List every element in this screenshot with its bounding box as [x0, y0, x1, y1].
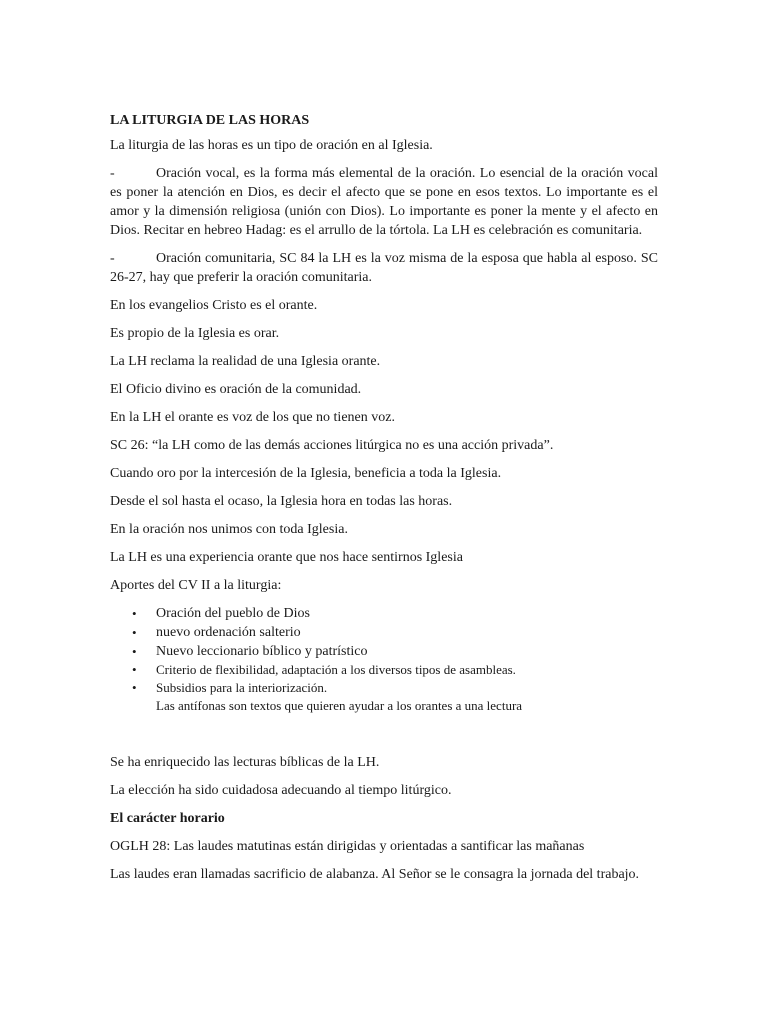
bullet-icon: • — [132, 680, 137, 695]
list-item — [110, 661, 658, 679]
list-item — [110, 623, 658, 642]
dash-marker: - — [110, 251, 115, 266]
list-item-label: Nuevo leccionario bíblico y patrístico — [156, 644, 368, 659]
paragraph-line: Se ha enriquecido las lecturas bíblicas de la LH. — [110, 755, 380, 770]
list-item-label: Criterio de flexibilidad, adaptación a los diversos tipos de asambleas. — [156, 662, 516, 677]
list-item-label: Subsidios para la interiorización. — [156, 680, 328, 695]
paragraph-line: El Oficio divino es oración de la comunidad. — [110, 382, 362, 397]
paragraph-line: En los evangelios Cristo es el orante. — [110, 298, 318, 313]
paragraph-line: La LH reclama la realidad de una Iglesia orante. — [110, 354, 381, 369]
list-intro-line: Aportes del CV II a la liturgia: — [110, 578, 282, 593]
paragraph-line: SC 26: “la LH como de las demás acciones litúrgica no es una acción privada”. — [110, 438, 554, 453]
bullet-icon: • — [132, 606, 137, 621]
list-item-label: nuevo ordenación salterio — [156, 625, 301, 640]
bullet-icon: • — [132, 644, 137, 659]
document-title: LA LITURGIA DE LAS HORAS — [110, 113, 310, 128]
paragraph-line: La elección ha sido cuidadosa adecuando al tiempo litúrgico. — [110, 783, 452, 798]
section-subheading: El carácter horario — [110, 811, 225, 826]
list-item-subline: Las antífonas son textos que quieren ayudar a los orantes a una lectura — [156, 698, 523, 713]
list-item — [110, 642, 658, 661]
bullet-icon: • — [132, 625, 137, 640]
intro-paragraph: La liturgia de las horas es un tipo de oración en al Iglesia. — [110, 138, 433, 153]
paragraph-line: OGLH 28: Las laudes matutinas están dirigidas y orientadas a santificar las mañanas — [110, 839, 585, 854]
list-item — [110, 679, 658, 715]
bullet-list — [110, 604, 658, 715]
paragraph-line: La LH es una experiencia orante que nos hace sentirnos Iglesia — [110, 550, 463, 565]
dash-marker: - — [110, 166, 115, 181]
paragraph-line: Las laudes eran llamadas sacrificio de alabanza. Al Señor se le consagra la jornada del trabajo. — [110, 867, 640, 882]
dash-paragraph-text: Oración vocal, es la forma más elemental de la oración. Lo esencial de la oración vocal es poner la atención en Dios, es decir el afecto que se pone en esos textos. Lo importante es el amor y la dimensión religiosa (unión con Dios). Lo importante es poner la mente y el afecto en Dios. Recitar en hebreo Hadag: es el arrullo de la tórtola. La LH es celebración es comunitaria. — [110, 166, 658, 238]
dash-paragraph-comunitaria — [110, 249, 658, 287]
dash-paragraph-text: Oración comunitaria, SC 84 la LH es la voz misma de la esposa que habla al esposo. SC 26-27, hay que preferir la oración comunitaria. — [110, 251, 658, 285]
list-item — [110, 604, 658, 623]
paragraph-line: En la LH el orante es voz de los que no tienen voz. — [110, 410, 395, 425]
paragraph-line: En la oración nos unimos con toda Iglesia. — [110, 522, 348, 537]
list-item-label: Oración del pueblo de Dios — [156, 606, 310, 621]
dash-paragraph-vocal — [110, 164, 658, 240]
bullet-icon: • — [132, 662, 137, 677]
paragraph-line: Es propio de la Iglesia es orar. — [110, 326, 280, 341]
paragraph-line: Cuando oro por la intercesión de la Iglesia, beneficia a toda la Iglesia. — [110, 466, 502, 481]
document-page — [110, 111, 658, 893]
paragraph-line: Desde el sol hasta el ocaso, la Iglesia hora en todas las horas. — [110, 494, 453, 509]
